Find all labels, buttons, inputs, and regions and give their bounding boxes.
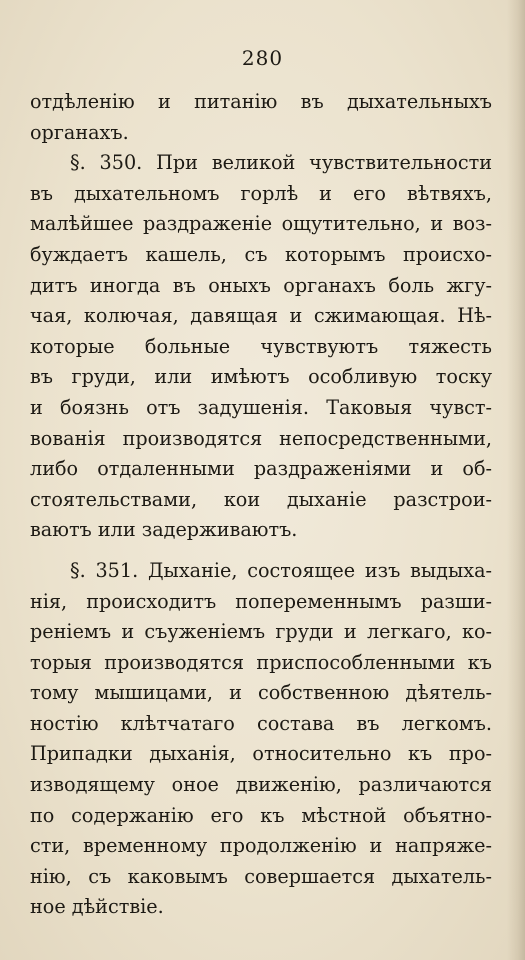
text-line: сти, временному продолженію и напряже- (30, 834, 492, 858)
text-line: §. 351. Дыханіе, состоящее изъ выдыха- (70, 558, 492, 582)
text-line: по содержанію его къ мѣстной объятно- (30, 803, 492, 827)
page-edge-shadow (507, 0, 525, 960)
text-line: малѣйшее раздраженіе ощутительно, и воз- (30, 212, 492, 236)
text-line: ностію клѣтчатаго состава въ легкомъ. (30, 711, 492, 735)
text-line: Припадки дыханія, относительно къ про- (30, 742, 492, 766)
text-line: нію, съ каковымъ совершается дыхатель- (30, 864, 492, 888)
paragraph-351 (30, 556, 492, 923)
text-line: либо отдаленными раздраженіями и об- (30, 457, 492, 481)
text-line: §. 350. При великой чувствительности (70, 151, 492, 175)
text-line: чая, колючая, давящая и сжимающая. Нѣ- (30, 304, 492, 328)
text-line: ное дѣйствіе. (30, 895, 164, 919)
text-line: дитъ иногда въ оныхъ органахъ боль жгу- (30, 273, 492, 297)
text-line: которые больные чувствуютъ тяжесть (30, 334, 492, 358)
text-line: нія, происходитъ попеременнымъ разши- (30, 589, 492, 613)
text-line: изводящему оное движенію, различаются (30, 773, 492, 797)
paragraph-continuation (30, 87, 492, 148)
text-line: реніемъ и съуженіемъ груди и легкаго, ко- (30, 620, 492, 644)
body-text (30, 87, 492, 923)
text-line: вованія производятся непосредственными, (30, 426, 492, 450)
text-line: органахъ. (30, 120, 129, 144)
text-line: въ груди, или имѣютъ особливую тоску (30, 365, 492, 389)
text-line: торыя производятся приспособленными къ (30, 650, 492, 674)
text-line: буждаетъ кашель, съ которымъ происхо- (30, 242, 492, 266)
text-line: и боязнь отъ задушенія. Таковыя чувст- (30, 395, 492, 419)
text-line: отдѣленію и питанію въ дыхательныхъ (30, 90, 492, 113)
text-line: тому мышицами, и собственною дѣятель- (30, 681, 492, 705)
text-line: въ дыхательномъ горлѣ и его вѣтвяхъ, (30, 181, 492, 205)
paragraph-spacer (30, 546, 492, 556)
text-line: ваютъ или задерживаютъ. (30, 518, 298, 542)
text-line: стоятельствами, кои дыханіе разстрои- (30, 487, 492, 511)
paragraph-350 (30, 148, 492, 546)
page-number: 280 (241, 46, 284, 70)
